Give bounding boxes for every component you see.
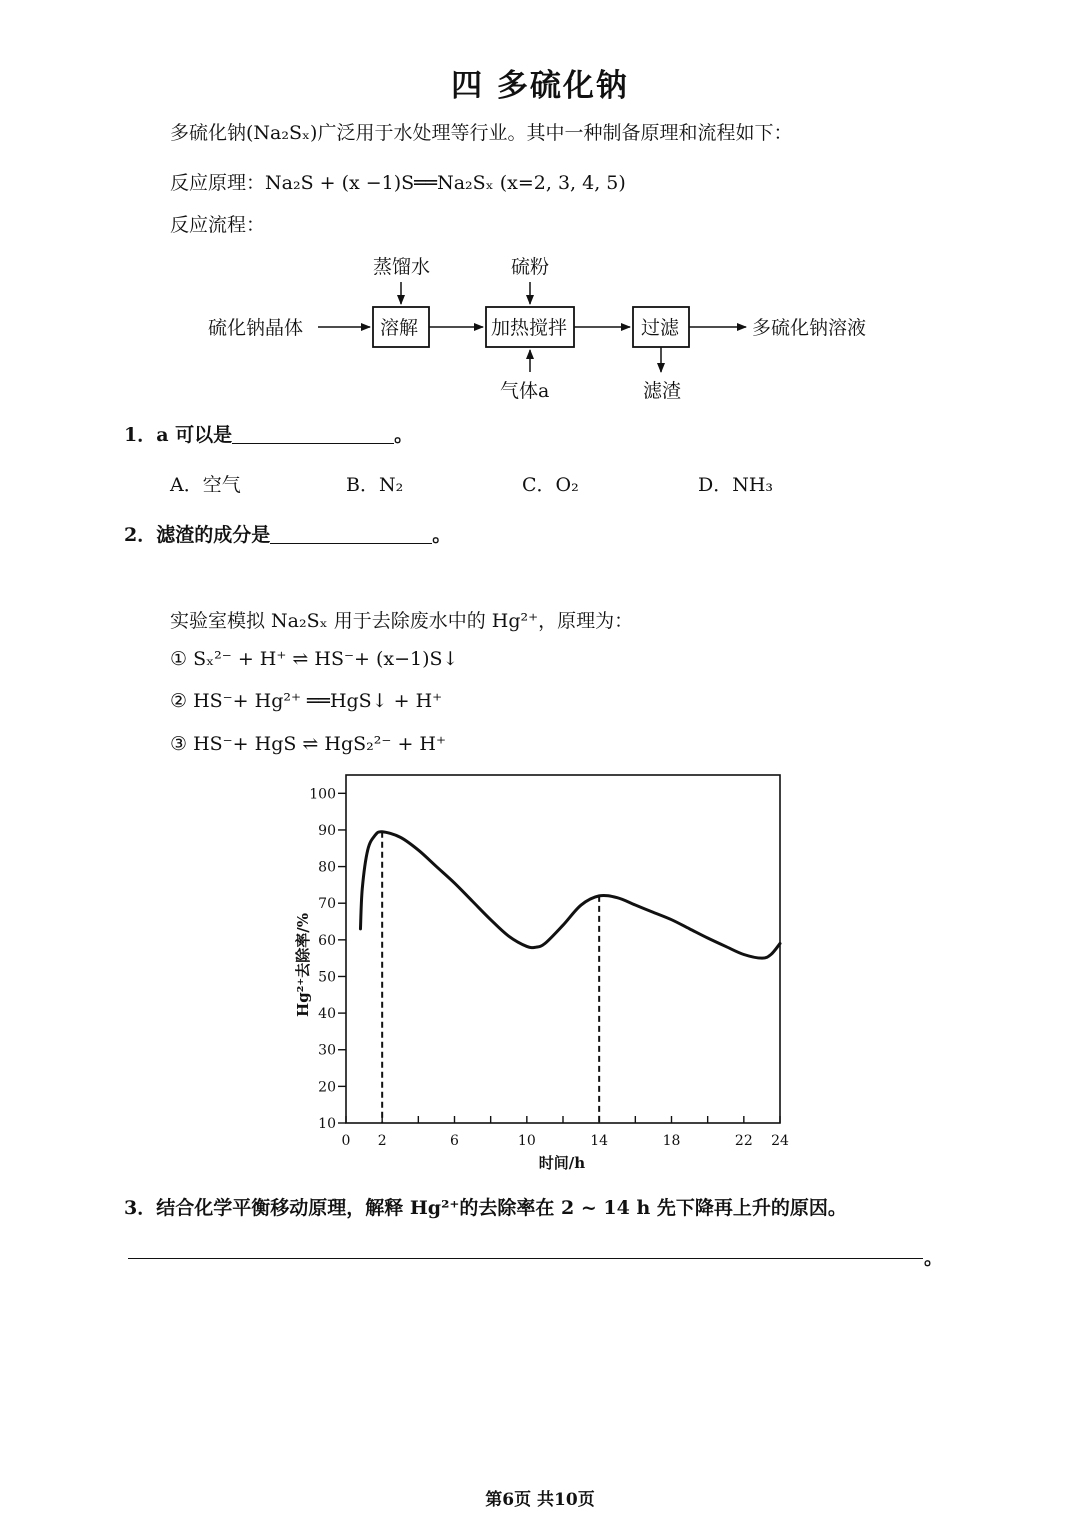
flow-box-filter-label: 过滤 xyxy=(641,317,680,339)
y-tick-label: 80 xyxy=(318,859,336,876)
x-tick-label: 6 xyxy=(450,1133,459,1149)
x-tick-label: 2 xyxy=(377,1133,387,1149)
section-title: 四 多硫化钠 xyxy=(451,68,629,104)
x-tick-label: 0 xyxy=(341,1133,351,1149)
y-tick-label: 10 xyxy=(318,1116,336,1132)
option-c[interactable]: C．O₂ xyxy=(522,474,579,496)
y-tick-label: 100 xyxy=(309,786,336,803)
option-d[interactable]: D．NH₃ xyxy=(698,474,774,496)
y-tick-label: 40 xyxy=(318,1006,336,1023)
x-tick-label: 24 xyxy=(771,1133,789,1149)
flow-water-label: 蒸馏水 xyxy=(373,256,431,278)
flow-input-label: 硫化钠晶体 xyxy=(208,317,304,339)
y-tick-label: 30 xyxy=(318,1042,336,1059)
y-tick-label: 70 xyxy=(318,896,336,913)
flow-gas-label: 气体a xyxy=(500,380,550,402)
question-3-answer-line[interactable] xyxy=(128,1238,923,1259)
flow-sulfur-label: 硫粉 xyxy=(511,256,550,278)
reaction-flow-label: 反应流程： xyxy=(170,214,266,236)
question-1-blank[interactable] xyxy=(232,423,394,444)
x-tick-label: 18 xyxy=(662,1133,681,1149)
question-3-prompt: 3．结合化学平衡移动原理，解释 Hg²⁺的去除率在 2 ~ 14 h 先下降再上升的原因。 xyxy=(124,1197,847,1219)
reaction-principle: 反应原理：Na₂S + (x −1)S══Na₂Sₓ (x=2, 3, 4, 5) xyxy=(170,172,626,194)
experiment-intro: 实验室模拟 Na₂Sₓ 用于去除废水中的 Hg²⁺，原理为： xyxy=(170,610,634,632)
chart-frame xyxy=(346,775,780,1123)
intro-text: 多硫化钠(Na₂Sₓ)广泛用于水处理等行业。其中一种制备原理和流程如下： xyxy=(170,122,793,144)
y-tick-label: 50 xyxy=(318,969,336,986)
x-tick-label: 10 xyxy=(517,1133,536,1149)
question-2-prompt: 2．滤渣的成分是 xyxy=(124,524,271,546)
flowchart xyxy=(0,240,1080,415)
question-1-end: 。 xyxy=(394,424,414,446)
reaction-3: ③ HS⁻+ HgS ⇌ HgS₂²⁻ + H⁺ xyxy=(170,733,447,755)
flow-box-dissolve-label: 溶解 xyxy=(380,317,419,339)
question-2 xyxy=(124,520,451,547)
question-1 xyxy=(124,420,413,447)
reaction-1: ① Sₓ²⁻ + H⁺ ⇌ HS⁻+ (x−1)S↓ xyxy=(170,648,459,670)
flow-box-heat-stir-label: 加热搅拌 xyxy=(491,317,568,339)
y-tick-label: 20 xyxy=(318,1079,336,1096)
question-2-blank[interactable] xyxy=(270,523,432,544)
reaction-2: ② HS⁻+ Hg²⁺ ══HgS↓ + H⁺ xyxy=(170,690,443,712)
removal-rate-line xyxy=(360,832,780,958)
x-tick-label: 22 xyxy=(734,1133,753,1149)
y-tick-label: 60 xyxy=(318,932,336,949)
flow-residue-label: 滤渣 xyxy=(643,380,682,402)
flow-output-label: 多硫化钠溶液 xyxy=(752,317,867,339)
question-2-end: 。 xyxy=(432,524,452,546)
question-3-end: 。 xyxy=(924,1247,944,1269)
x-tick-label: 14 xyxy=(590,1133,609,1149)
chart-y-label: Hg²⁺去除率/% xyxy=(294,913,312,1017)
option-b[interactable]: B．N₂ xyxy=(346,474,404,496)
page-footer: 第6页 共10页 xyxy=(485,1490,595,1510)
question-1-prompt: 1．a 可以是 xyxy=(124,424,233,446)
chart-x-label: 时间/h xyxy=(538,1154,586,1172)
option-a[interactable]: A．空气 xyxy=(170,474,241,496)
y-tick-label: 90 xyxy=(318,822,336,839)
